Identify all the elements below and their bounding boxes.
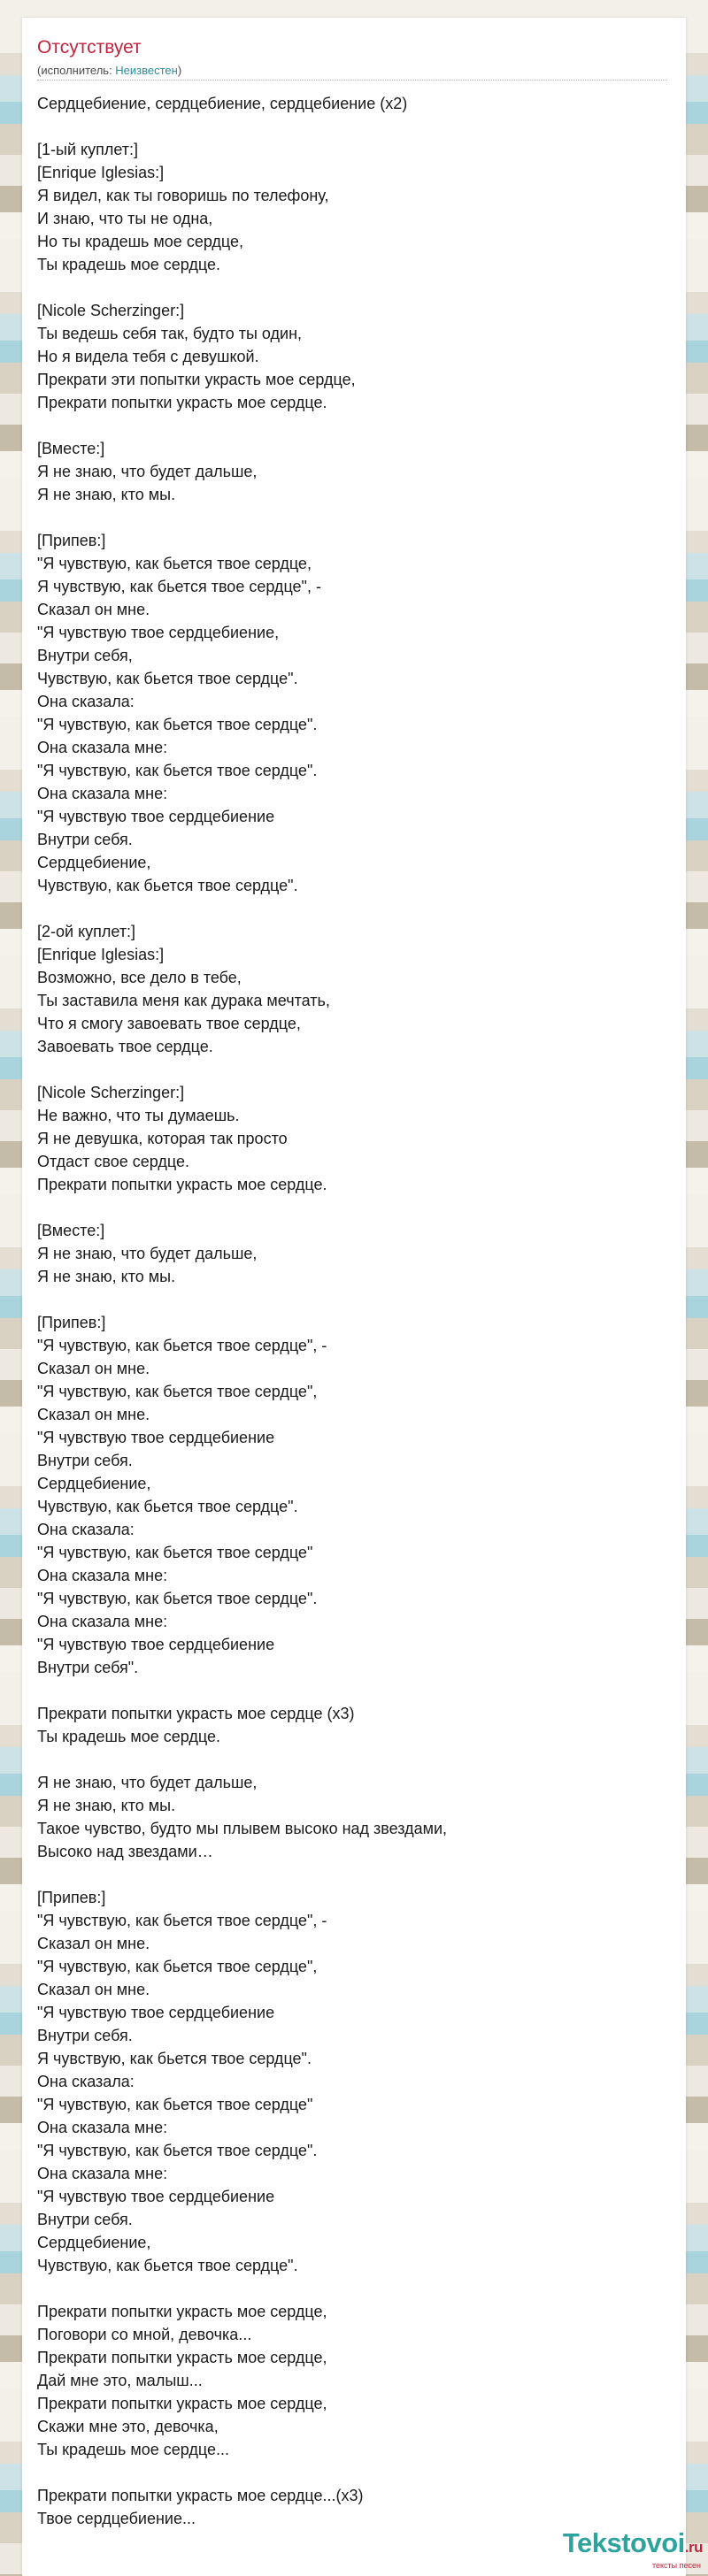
lyrics-line: Но я видела тебя с девушкой. xyxy=(37,348,259,365)
lyrics-line: [Припев:] xyxy=(37,532,106,549)
logo-tagline: тексты песен xyxy=(651,2561,701,2570)
lyrics-line: "Я чувствую, как бьется твое сердце", xyxy=(37,1383,318,1400)
lyrics-line: Дай мне это, малыш... xyxy=(37,2372,203,2389)
lyrics-line: [Вместе:] xyxy=(37,1222,105,1239)
lyrics-line: Внутри себя. xyxy=(37,831,133,848)
lyrics-line: Внутри себя. xyxy=(37,2211,133,2228)
lyrics-line: Сказал он мне. xyxy=(37,1360,150,1377)
lyrics-line: Я не знаю, что будет дальше, xyxy=(37,1774,258,1791)
lyrics-line: Сердцебиение, xyxy=(37,1475,151,1492)
lyrics-line: "Я чувствую, как бьется твое сердце". xyxy=(37,716,318,733)
lyrics-blank-line xyxy=(37,1288,667,1311)
lyrics-line: Я не знаю, кто мы. xyxy=(37,486,176,503)
lyrics-line: Она сказала: xyxy=(37,693,135,710)
lyrics-blank-line xyxy=(37,506,667,529)
site-logo[interactable] xyxy=(527,2528,703,2571)
lyrics-line: Чувствую, как бьется твое сердце". xyxy=(37,2257,298,2274)
lyrics-blank-line xyxy=(37,414,667,437)
lyrics-line: Сердцебиение, сердцебиение, сердцебиение (x2) xyxy=(37,95,408,112)
lyrics-line: Чувствую, как бьется твое сердце". xyxy=(37,1498,298,1515)
lyrics-line: Она сказала: xyxy=(37,1521,135,1538)
lyrics-line: [Припев:] xyxy=(37,1314,106,1331)
lyrics-line: Я видел, как ты говоришь по телефону, xyxy=(37,187,329,204)
lyrics-line: "Я чувствую твое сердцебиение xyxy=(37,1636,275,1653)
lyrics-line: Я чувствую, как бьется твое сердце". xyxy=(37,2050,312,2067)
lyrics-line: Прекрати попытки украсть мое сердце. xyxy=(37,394,327,411)
lyrics-line: Внутри себя. xyxy=(37,1452,133,1469)
lyrics-blank-line xyxy=(37,115,667,138)
lyrics-line: Сказал он мне. xyxy=(37,1981,150,1998)
lyrics-line: Высоко над звездами… xyxy=(37,1843,213,1860)
lyrics-line: Я не знаю, что будет дальше, xyxy=(37,1245,258,1262)
lyrics-line: Я не знаю, кто мы. xyxy=(37,1268,176,1285)
lyrics-line: Она сказала мне: xyxy=(37,1613,168,1630)
lyrics-line: [1-ый куплет:] xyxy=(37,141,138,158)
lyrics-line: "Я чувствую, как бьется твое сердце", - xyxy=(37,1912,327,1929)
lyrics-line: [Вместе:] xyxy=(37,440,105,457)
lyrics-line: Ты крадешь мое сердце. xyxy=(37,256,220,273)
lyrics-line: Ты крадешь мое сердце... xyxy=(37,2441,230,2458)
lyrics-line: "Я чувствую твое сердцебиение xyxy=(37,808,275,825)
lyrics-line: [2-ой куплет:] xyxy=(37,923,136,940)
artist-link[interactable]: Неизвестен xyxy=(115,64,178,77)
lyrics-text xyxy=(37,92,667,2530)
lyrics-line: [Enrique Iglesias:] xyxy=(37,946,165,963)
lyrics-line: Она сказала мне: xyxy=(37,2165,168,2182)
lyrics-blank-line xyxy=(37,1863,667,1886)
lyrics-line: "Я чувствую твое сердцебиение xyxy=(37,1429,275,1446)
lyrics-blank-line xyxy=(37,1748,667,1771)
lyrics-line: Прекрати попытки украсть мое сердце, xyxy=(37,2349,327,2366)
lyrics-blank-line xyxy=(37,1679,667,1702)
lyrics-line: Поговори со мной, девочка... xyxy=(37,2326,252,2343)
lyrics-line: "Я чувствую, как бьется твое сердце", xyxy=(37,1958,318,1975)
lyrics-line: Возможно, все дело в тебе, xyxy=(37,969,242,986)
lyrics-blank-line xyxy=(37,2277,667,2300)
lyrics-line: "Я чувствую твое сердцебиение xyxy=(37,2188,275,2205)
logo-wordmark xyxy=(527,2528,703,2563)
lyrics-line: [Nicole Scherzinger:] xyxy=(37,302,185,319)
lyrics-line: "Я чувствую, как бьется твое сердце". xyxy=(37,2142,318,2159)
lyrics-card xyxy=(22,18,703,2576)
lyrics-line: Такое чувство, будто мы плывем высоко над звездами, xyxy=(37,1820,448,1837)
lyrics-line: Сказал он мне. xyxy=(37,1935,150,1952)
lyrics-line: "Я чувствую, как бьется твое сердце" xyxy=(37,2096,313,2113)
lyrics-line: Твое сердцебиение... xyxy=(37,2510,196,2527)
lyrics-line: Чувствую, как бьется твое сердце". xyxy=(37,877,298,894)
lyrics-line: Внутри себя. xyxy=(37,2027,133,2044)
lyrics-line: Прекрати попытки украсть мое сердце...(x3) xyxy=(37,2487,364,2504)
lyrics-line: Скажи мне это, девочка, xyxy=(37,2418,219,2435)
lyrics-line: Сказал он мне. xyxy=(37,601,150,618)
lyrics-line: Отдаст свое сердце. xyxy=(37,1153,190,1170)
lyrics-line: И знаю, что ты не одна, xyxy=(37,210,213,227)
lyrics-line: "Я чувствую твое сердцебиение, xyxy=(37,624,280,641)
lyrics-line: Сердцебиение, xyxy=(37,2234,151,2251)
lyrics-line: Я не знаю, кто мы. xyxy=(37,1797,176,1814)
lyrics-line: Прекрати попытки украсть мое сердце, xyxy=(37,2395,327,2412)
lyrics-line: "Я чувствую, как бьется твое сердце", - xyxy=(37,1337,327,1354)
logo-suffix: .ru xyxy=(684,2539,703,2556)
lyrics-line: Чувствую, как бьется твое сердце". xyxy=(37,670,298,687)
lyrics-blank-line xyxy=(37,1058,667,1081)
artist-prefix: (исполнитель: xyxy=(37,64,116,77)
lyrics-line: Она сказала мне: xyxy=(37,739,168,756)
lyrics-line: Она сказала мне: xyxy=(37,1567,168,1584)
lyrics-line: Прекрати попытки украсть мое сердце. xyxy=(37,1176,327,1193)
lyrics-line: Она сказала: xyxy=(37,2073,135,2090)
lyrics-line: "Я чувствую, как бьется твое сердце, xyxy=(37,555,312,572)
lyrics-line: "Я чувствую, как бьется твое сердце". xyxy=(37,1590,318,1607)
lyrics-line: Но ты крадешь мое сердце, xyxy=(37,233,244,250)
lyrics-line: Сказал он мне. xyxy=(37,1406,150,1423)
lyrics-line: Завоевать твое сердце. xyxy=(37,1038,213,1055)
lyrics-line: "Я чувствую, как бьется твое сердце" xyxy=(37,1544,313,1561)
lyrics-line: Внутри себя". xyxy=(37,1659,139,1676)
lyrics-line: Я чувствую, как бьется твое сердце", - xyxy=(37,578,321,595)
lyrics-line: Что я смогу завоевать твое сердце, xyxy=(37,1015,301,1032)
artist-suffix: ) xyxy=(177,64,182,77)
lyrics-line: Она сказала мне: xyxy=(37,2119,168,2136)
lyrics-line: Прекрати попытки украсть мое сердце, xyxy=(37,2303,327,2320)
lyrics-line: [Enrique Iglesias:] xyxy=(37,164,165,181)
lyrics-blank-line xyxy=(37,2461,667,2484)
lyrics-blank-line xyxy=(37,1196,667,1219)
lyrics-line: Внутри себя, xyxy=(37,647,133,664)
lyrics-line: Я не девушка, которая так просто xyxy=(37,1130,288,1147)
lyrics-blank-line xyxy=(37,897,667,920)
lyrics-line: Она сказала мне: xyxy=(37,785,168,802)
lyrics-line: Прекрати попытки украсть мое сердце (x3) xyxy=(37,1705,355,1722)
artist-line xyxy=(37,64,181,77)
lyrics-line: Сердцебиение, xyxy=(37,854,151,871)
lyrics-line: [Nicole Scherzinger:] xyxy=(37,1084,185,1101)
lyrics-line: "Я чувствую, как бьется твое сердце". xyxy=(37,762,318,779)
lyrics-line: Я не знаю, что будет дальше, xyxy=(37,463,258,480)
song-title: Отсутствует xyxy=(37,37,142,58)
lyrics-line: Не важно, что ты думаешь. xyxy=(37,1107,240,1124)
lyrics-line: Ты ведешь себя так, будто ты один, xyxy=(37,325,303,342)
lyrics-line: Прекрати эти попытки украсть мое сердце, xyxy=(37,371,356,388)
lyrics-line: [Припев:] xyxy=(37,1889,106,1906)
lyrics-line: "Я чувствую твое сердцебиение xyxy=(37,2004,275,2021)
logo-name: Tekstovoi xyxy=(562,2527,685,2558)
lyrics-line: Ты заставила меня как дурака мечтать, xyxy=(37,992,330,1009)
lyrics-line: Ты крадешь мое сердце. xyxy=(37,1728,220,1745)
lyrics-blank-line xyxy=(37,276,667,299)
